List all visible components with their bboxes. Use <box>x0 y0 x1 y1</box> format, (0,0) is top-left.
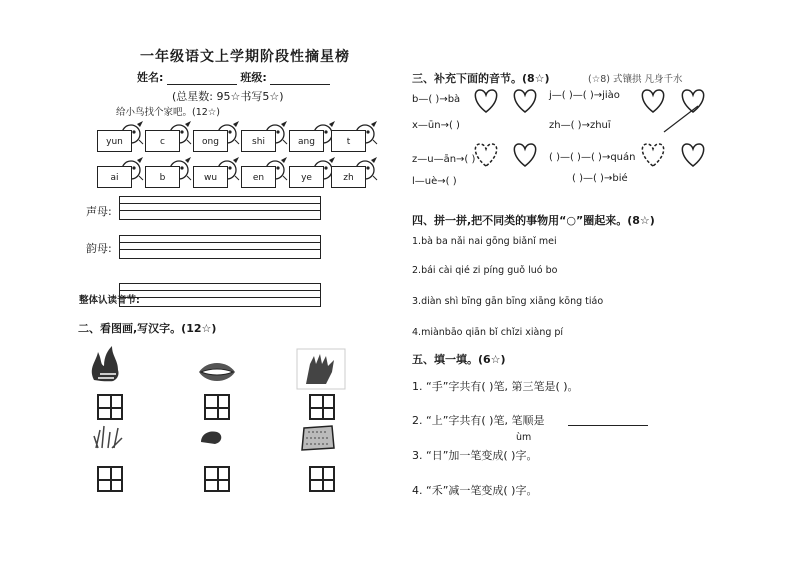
bird-card[interactable] <box>241 156 293 196</box>
pinyin-label: ai <box>97 166 132 188</box>
yunmu-writing-lines[interactable] <box>119 235 321 259</box>
class-blank[interactable] <box>270 73 330 85</box>
bird-card[interactable] <box>193 156 245 196</box>
class-label: 班级: <box>240 71 267 84</box>
char-box[interactable] <box>309 394 335 420</box>
section3-heading: 三、补充下面的音节。(8☆) <box>412 72 550 85</box>
section5-heading: 五、填一填。(6☆) <box>412 353 506 366</box>
char-box[interactable] <box>97 394 123 420</box>
pinyin-label: ye <box>289 166 324 188</box>
classify-item-4: 4.miànbāo qiān bǐ chǐzi xiàng pí <box>412 327 564 338</box>
fill-item-1: 1. “手”字共有( )笔, 第三笔是( )。 <box>412 380 579 393</box>
connector-line <box>660 104 700 134</box>
classify-item-1: 1.bà ba nǎi nai gōng biǎnǐ mei <box>412 236 557 247</box>
pinyin-label: ang <box>289 130 324 152</box>
side-note: (☆8) 式镶拱 凡身千水 <box>588 74 683 85</box>
scribble-text: ùm <box>516 432 532 443</box>
grass-picture <box>92 424 124 450</box>
bird-card[interactable] <box>193 120 245 160</box>
syllable-right-3: ( )—( )—( )→quán <box>549 152 636 163</box>
bird-card[interactable] <box>97 120 149 160</box>
page-title: 一年级语文上学期阶段性摘星榜 <box>140 49 350 65</box>
pinyin-label: shi <box>241 130 276 152</box>
section4-heading: 四、拼一拼,把不同类的事物用“○”圈起来。(8☆) <box>412 214 655 227</box>
shengmu-writing-lines[interactable] <box>119 196 321 220</box>
pinyin-label: wu <box>193 166 228 188</box>
char-box[interactable] <box>309 466 335 492</box>
char-box[interactable] <box>204 394 230 420</box>
heart-icon[interactable] <box>510 88 540 114</box>
syllable-left-2: x—ūn→( ) <box>412 120 460 131</box>
zhengti-writing-lines[interactable] <box>119 283 321 307</box>
bird-card[interactable] <box>331 120 383 160</box>
fill-item-3: 3. “日”加一笔变成( )字。 <box>412 449 538 462</box>
bird-card[interactable] <box>331 156 383 196</box>
syllable-right-4: ( )—( )→bié <box>572 173 628 184</box>
total-stars: (总星数: 95☆书写5☆) <box>172 90 284 103</box>
name-label: 姓名: <box>137 71 164 84</box>
fill-item-4: 4. “禾”减一笔变成( )字。 <box>412 484 538 497</box>
bird-card[interactable] <box>241 120 293 160</box>
pinyin-label: zh <box>331 166 366 188</box>
syllable-right-2: zh—( )→zhuī <box>549 120 611 131</box>
stroke-order-blank[interactable] <box>568 425 648 426</box>
heart-icon[interactable] <box>638 142 668 168</box>
name-row <box>137 69 330 85</box>
pinyin-label: c <box>145 130 180 152</box>
char-box[interactable] <box>204 466 230 492</box>
shengmu-label: 声母: <box>86 205 112 218</box>
classify-item-3: 3.diàn shì bīng gān bīng xiāng kōng tiáo <box>412 296 604 307</box>
fill-item-2: 2. “上”字共有( )笔, 笔顺是 <box>412 414 545 427</box>
pinyin-label: ong <box>193 130 228 152</box>
pinyin-label: en <box>241 166 276 188</box>
mouth-picture <box>197 360 237 384</box>
pinyin-label: b <box>145 166 180 188</box>
syllable-left-3: z—u—ān→( ) <box>412 154 476 165</box>
syllable-left-1: b—( )→bà <box>412 94 461 105</box>
name-blank[interactable] <box>167 73 237 85</box>
yunmu-label: 韵母: <box>86 242 112 255</box>
section1-instruction: 给小鸟找个家吧。(12☆) <box>116 107 221 118</box>
char-box[interactable] <box>97 466 123 492</box>
section2-heading: 二、看图画,写汉字。(12☆) <box>78 322 217 335</box>
bird-card[interactable] <box>145 120 197 160</box>
rock-picture <box>199 428 225 446</box>
zhengti-label: 整体认读音节: <box>79 295 140 306</box>
classify-item-2: 2.bái cài qié zi píng guǒ luó bo <box>412 265 558 276</box>
heart-icon[interactable] <box>471 142 501 168</box>
syllable-left-4: l—uè→( ) <box>412 176 457 187</box>
syllable-right-1: j—( )—( )→jiào <box>549 90 620 101</box>
field-picture <box>300 424 336 452</box>
pinyin-label: yun <box>97 130 132 152</box>
hand-picture <box>296 348 346 390</box>
heart-icon[interactable] <box>510 142 540 168</box>
heart-icon[interactable] <box>471 88 501 114</box>
bird-card[interactable] <box>97 156 149 196</box>
fire-picture <box>88 344 122 384</box>
pinyin-label: t <box>331 130 366 152</box>
bird-card[interactable] <box>145 156 197 196</box>
heart-icon[interactable] <box>678 142 708 168</box>
